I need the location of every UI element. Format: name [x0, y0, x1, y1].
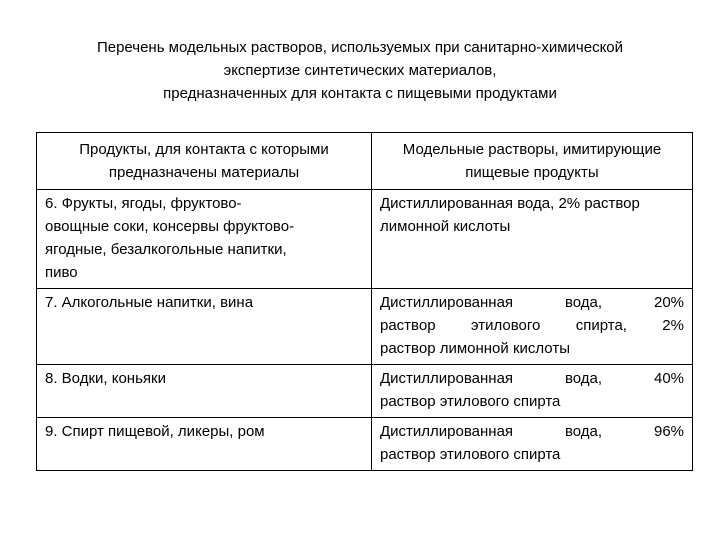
- product-line: овощные соки, консервы фруктово-: [45, 218, 295, 235]
- solution-line: Дистиллированная вода, 20%: [380, 294, 684, 311]
- product-line: 6. Фрукты, ягоды, фруктово-: [45, 195, 242, 212]
- solution-line: Дистиллированная вода, 96%: [380, 423, 684, 440]
- solution-line: раствор этилового спирта: [380, 393, 561, 410]
- table-row: [37, 289, 693, 365]
- model-solutions-table: [36, 132, 693, 471]
- product-cell: [37, 289, 372, 365]
- title-line-1: Перечень модельных растворов, используемых при санитарно-химической: [96, 39, 624, 56]
- solution-line: Дистиллированная вода, 40%: [380, 370, 684, 387]
- product-line: 8. Водки, коньяки: [45, 370, 166, 387]
- product-line: пиво: [45, 264, 78, 281]
- solution-line: Дистиллированная вода, 2% раствор: [380, 195, 640, 212]
- product-line: 9. Спирт пищевой, ликеры, ром: [45, 423, 265, 440]
- header-products-line-1: Продукты, для контакта с которыми: [79, 141, 329, 158]
- table-row: [37, 418, 693, 471]
- solution-cell: [372, 365, 693, 418]
- title-line-2: экспертизе синтетических материалов,: [223, 62, 497, 79]
- solution-cell: [372, 289, 693, 365]
- solution-line: раствор этилового спирта, 2%: [380, 317, 684, 334]
- product-cell: [37, 418, 372, 471]
- solution-line: раствор этилового спирта: [380, 446, 561, 463]
- solution-cell: [372, 418, 693, 471]
- product-cell: [37, 190, 372, 289]
- solution-line: лимонной кислоты: [380, 218, 511, 235]
- solution-line: раствор лимонной кислоты: [380, 340, 570, 357]
- table-row: [37, 365, 693, 418]
- solution-cell: [372, 190, 693, 289]
- product-line: ягодные, безалкогольные напитки,: [45, 241, 287, 258]
- header-products-line-2: предназначены материалы: [108, 164, 300, 181]
- header-solutions: [372, 133, 693, 190]
- header-solutions-line-1: Модельные растворы, имитирующие: [402, 141, 662, 158]
- table-header-row: [37, 133, 693, 190]
- header-products: [37, 133, 372, 190]
- product-cell: [37, 365, 372, 418]
- page-title: [20, 36, 700, 105]
- product-line: 7. Алкогольные напитки, вина: [45, 294, 254, 311]
- header-solutions-line-2: пищевые продукты: [465, 164, 599, 181]
- table-row: [37, 190, 693, 289]
- title-line-3: предназначенных для контакта с пищевыми продуктами: [163, 85, 557, 102]
